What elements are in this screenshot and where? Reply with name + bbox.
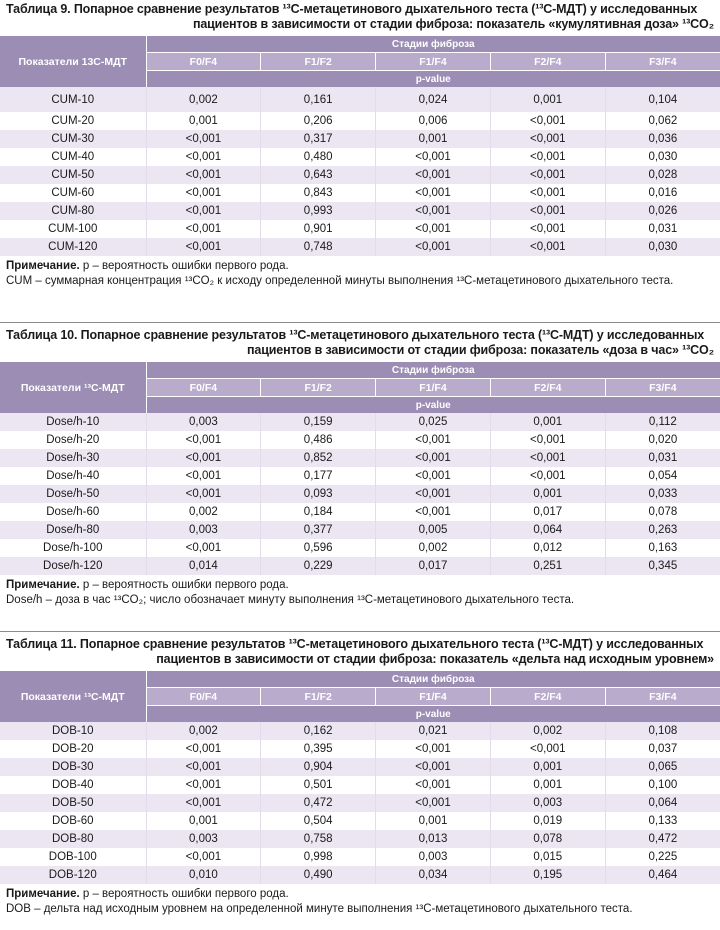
p-value-cell: 0,001 <box>376 130 491 148</box>
p-value-cell: 0,163 <box>605 539 720 557</box>
p-value-cell: 0,065 <box>605 758 720 776</box>
p-value-cell: 0,472 <box>605 830 720 848</box>
column-header: F1/F4 <box>376 688 491 706</box>
p-value-cell: 0,017 <box>490 503 605 521</box>
table-10-note2: Dose/h – доза в час ¹³CO₂; число обозначает минуту выполнения ¹³С-метацетинового дыхательного теста. <box>6 594 575 606</box>
p-value-cell: <0,001 <box>146 220 261 238</box>
p-value-cell: 0,472 <box>261 794 376 812</box>
table-row <box>0 467 720 485</box>
table-10-block <box>0 326 720 608</box>
table-row <box>0 812 720 830</box>
column-header: F0/F4 <box>146 688 261 706</box>
row-label: Dose/h-10 <box>0 413 146 431</box>
row-label: DOB-120 <box>0 866 146 884</box>
p-value-cell: 0,021 <box>376 722 491 740</box>
table-11-note <box>0 887 720 902</box>
table-row <box>0 557 720 575</box>
p-value-cell: <0,001 <box>490 112 605 130</box>
row-label: Dose/h-120 <box>0 557 146 575</box>
p-value-cell: 0,251 <box>490 557 605 575</box>
p-value-cell: <0,001 <box>146 238 261 256</box>
pvalue-header: p-value <box>146 397 720 414</box>
row-header: Показатели 13С-МДТ <box>0 36 146 87</box>
note-text: p – вероятность ошибки первого рода. <box>79 579 289 591</box>
p-value-cell: 0,033 <box>605 485 720 503</box>
row-label: Dose/h-20 <box>0 431 146 449</box>
p-value-cell: 0,161 <box>261 87 376 112</box>
row-label: CUM-10 <box>0 87 146 112</box>
group-header: Стадии фиброза <box>146 671 720 688</box>
p-value-cell: <0,001 <box>490 166 605 184</box>
p-value-cell: 0,100 <box>605 776 720 794</box>
p-value-cell: <0,001 <box>146 485 261 503</box>
p-value-cell: <0,001 <box>376 449 491 467</box>
note-label: Примечание. <box>6 579 80 591</box>
p-value-cell: 0,020 <box>605 431 720 449</box>
row-header: Показатели ¹³С-МДТ <box>0 671 146 722</box>
p-value-cell: 0,015 <box>490 848 605 866</box>
separator-line <box>0 322 720 323</box>
p-value-cell: <0,001 <box>146 848 261 866</box>
row-label: DOB-80 <box>0 830 146 848</box>
table-11-title <box>6 637 714 667</box>
row-label: DOB-50 <box>0 794 146 812</box>
p-value-cell: <0,001 <box>376 166 491 184</box>
row-label: CUM-40 <box>0 148 146 166</box>
table-row <box>0 794 720 812</box>
row-label: CUM-100 <box>0 220 146 238</box>
row-label: Dose/h-80 <box>0 521 146 539</box>
pvalue-header: p-value <box>146 71 720 88</box>
p-value-cell: 0,026 <box>605 202 720 220</box>
column-header: F3/F4 <box>605 688 720 706</box>
row-label: Dose/h-100 <box>0 539 146 557</box>
p-value-cell: 0,002 <box>146 503 261 521</box>
p-value-cell: <0,001 <box>146 539 261 557</box>
table-row <box>0 776 720 794</box>
p-value-cell: 0,002 <box>376 539 491 557</box>
row-label: CUM-30 <box>0 130 146 148</box>
p-value-cell: 0,904 <box>261 758 376 776</box>
p-value-cell: 0,758 <box>261 830 376 848</box>
row-label: CUM-80 <box>0 202 146 220</box>
row-label: Dose/h-60 <box>0 503 146 521</box>
p-value-cell: 0,901 <box>261 220 376 238</box>
row-label: DOB-10 <box>0 722 146 740</box>
p-value-cell: <0,001 <box>146 794 261 812</box>
table-row <box>0 130 720 148</box>
p-value-cell: <0,001 <box>376 794 491 812</box>
p-value-cell: 0,001 <box>490 776 605 794</box>
row-header: Показатели ¹³С-МДТ <box>0 362 146 413</box>
p-value-cell: 0,012 <box>490 539 605 557</box>
p-value-cell: <0,001 <box>490 238 605 256</box>
p-value-cell: <0,001 <box>376 740 491 758</box>
p-value-cell: 0,001 <box>146 812 261 830</box>
row-label: DOB-60 <box>0 812 146 830</box>
p-value-cell: 0,078 <box>490 830 605 848</box>
p-value-cell: <0,001 <box>490 220 605 238</box>
table-row <box>0 485 720 503</box>
p-value-cell: 0,108 <box>605 722 720 740</box>
p-value-cell: 0,345 <box>605 557 720 575</box>
p-value-cell: 0,104 <box>605 87 720 112</box>
table-11-title-line1: Таблица 11. Попарное сравнение результатов ¹³С-метацетинового дыхательного теста (¹³С-МДТ) у исследованных <box>6 637 704 651</box>
p-value-cell: 0,003 <box>146 521 261 539</box>
p-value-cell: 0,003 <box>146 830 261 848</box>
p-value-cell: 0,177 <box>261 467 376 485</box>
table-row <box>0 866 720 884</box>
p-value-cell: 0,025 <box>376 413 491 431</box>
table-row <box>0 758 720 776</box>
p-value-cell: 0,013 <box>376 830 491 848</box>
p-value-cell: 0,486 <box>261 431 376 449</box>
table-10-title-line2: пациентов в зависимости от стадии фиброза: показатель «доза в час» ¹³CO₂ <box>247 343 714 357</box>
p-value-cell: 0,133 <box>605 812 720 830</box>
p-value-cell: 0,195 <box>490 866 605 884</box>
column-header: F1/F2 <box>261 53 376 71</box>
p-value-cell: <0,001 <box>376 485 491 503</box>
p-value-cell: 0,159 <box>261 413 376 431</box>
p-value-cell: 0,016 <box>605 184 720 202</box>
table-9 <box>0 36 720 256</box>
group-header: Стадии фиброза <box>146 362 720 379</box>
p-value-cell: <0,001 <box>376 148 491 166</box>
table-11-block <box>0 635 720 917</box>
p-value-cell: <0,001 <box>490 431 605 449</box>
column-header: F1/F4 <box>376 379 491 397</box>
p-value-cell: 0,030 <box>605 238 720 256</box>
p-value-cell: <0,001 <box>146 758 261 776</box>
p-value-cell: <0,001 <box>490 130 605 148</box>
column-header: F2/F4 <box>490 53 605 71</box>
p-value-cell: <0,001 <box>146 130 261 148</box>
table-11-title-line2: пациентов в зависимости от стадии фиброза: показатель «дельта над исходным уровнем» <box>156 652 714 666</box>
p-value-cell: <0,001 <box>376 202 491 220</box>
table-11 <box>0 671 720 884</box>
p-value-cell: 0,162 <box>261 722 376 740</box>
p-value-cell: 0,001 <box>490 413 605 431</box>
p-value-cell: 0,019 <box>490 812 605 830</box>
p-value-cell: 0,034 <box>376 866 491 884</box>
p-value-cell: 0,062 <box>605 112 720 130</box>
table-row <box>0 431 720 449</box>
p-value-cell: <0,001 <box>490 449 605 467</box>
p-value-cell: 0,490 <box>261 866 376 884</box>
p-value-cell: <0,001 <box>490 148 605 166</box>
table-11-note2: DOB – дельта над исходным уровнем на определенной минуте выполнения ¹³С-метацетинового дыхательного теста. <box>6 903 633 915</box>
p-value-cell: <0,001 <box>490 467 605 485</box>
table-9-note2: CUM – суммарная концентрация ¹³CO₂ к исходу определенной минуты выполнения ¹³С-метацетинового дыхательного теста. <box>6 275 674 287</box>
note-text: p – вероятность ошибки первого рода. <box>79 260 289 272</box>
p-value-cell: 0,464 <box>605 866 720 884</box>
p-value-cell: <0,001 <box>376 503 491 521</box>
p-value-cell: 0,002 <box>146 87 261 112</box>
p-value-cell: 0,001 <box>376 812 491 830</box>
row-label: Dose/h-40 <box>0 467 146 485</box>
table-row <box>0 539 720 557</box>
p-value-cell: 0,001 <box>490 87 605 112</box>
p-value-cell: <0,001 <box>376 431 491 449</box>
p-value-cell: 0,002 <box>490 722 605 740</box>
table-row <box>0 202 720 220</box>
p-value-cell: 0,024 <box>376 87 491 112</box>
p-value-cell: 0,003 <box>146 413 261 431</box>
p-value-cell: 0,504 <box>261 812 376 830</box>
p-value-cell: 0,064 <box>490 521 605 539</box>
p-value-cell: 0,002 <box>146 722 261 740</box>
p-value-cell: 0,843 <box>261 184 376 202</box>
table-row <box>0 848 720 866</box>
column-header: F0/F4 <box>146 379 261 397</box>
p-value-cell: 0,005 <box>376 521 491 539</box>
row-label: CUM-120 <box>0 238 146 256</box>
table-10 <box>0 362 720 575</box>
p-value-cell: <0,001 <box>376 758 491 776</box>
column-header: F2/F4 <box>490 688 605 706</box>
p-value-cell: 0,037 <box>605 740 720 758</box>
p-value-cell: 0,003 <box>490 794 605 812</box>
p-value-cell: 0,006 <box>376 112 491 130</box>
p-value-cell: <0,001 <box>490 740 605 758</box>
p-value-cell: 0,003 <box>376 848 491 866</box>
p-value-cell: <0,001 <box>376 776 491 794</box>
table-row <box>0 830 720 848</box>
row-label: DOB-30 <box>0 758 146 776</box>
p-value-cell: 0,028 <box>605 166 720 184</box>
p-value-cell: 0,010 <box>146 866 261 884</box>
table-row <box>0 184 720 202</box>
p-value-cell: 0,112 <box>605 413 720 431</box>
table-9-note <box>0 259 720 274</box>
table-10-note <box>0 578 720 593</box>
row-label: DOB-100 <box>0 848 146 866</box>
p-value-cell: 0,064 <box>605 794 720 812</box>
table-row <box>0 238 720 256</box>
column-header: F1/F2 <box>261 379 376 397</box>
table-row <box>0 220 720 238</box>
row-label: Dose/h-30 <box>0 449 146 467</box>
table-row <box>0 148 720 166</box>
p-value-cell: 0,852 <box>261 449 376 467</box>
p-value-cell: <0,001 <box>146 449 261 467</box>
table-9-block <box>0 0 720 289</box>
table-9-title-line2: пациентов в зависимости от стадии фиброза: показатель «кумулятивная доза» ¹³CO₂ <box>192 17 714 31</box>
p-value-cell: 0,480 <box>261 148 376 166</box>
row-label: DOB-20 <box>0 740 146 758</box>
p-value-cell: 0,093 <box>261 485 376 503</box>
p-value-cell: 0,031 <box>605 220 720 238</box>
p-value-cell: 0,078 <box>605 503 720 521</box>
p-value-cell: 0,501 <box>261 776 376 794</box>
p-value-cell: 0,225 <box>605 848 720 866</box>
pvalue-header: p-value <box>146 706 720 723</box>
p-value-cell: <0,001 <box>146 776 261 794</box>
group-header: Стадии фиброза <box>146 36 720 53</box>
p-value-cell: <0,001 <box>146 202 261 220</box>
p-value-cell: <0,001 <box>146 148 261 166</box>
separator-line <box>0 631 720 632</box>
table-10-title-line1: Таблица 10. Попарное сравнение результатов ¹³С-метацетинового дыхательного теста (¹³С-МДТ) у исследованных <box>6 328 705 342</box>
column-header: F0/F4 <box>146 53 261 71</box>
p-value-cell: <0,001 <box>146 166 261 184</box>
p-value-cell: 0,030 <box>605 148 720 166</box>
p-value-cell: 0,596 <box>261 539 376 557</box>
p-value-cell: 0,317 <box>261 130 376 148</box>
table-row <box>0 413 720 431</box>
note-label: Примечание. <box>6 260 80 272</box>
p-value-cell: <0,001 <box>376 184 491 202</box>
table-row <box>0 740 720 758</box>
p-value-cell: 0,263 <box>605 521 720 539</box>
note-label: Примечание. <box>6 888 80 900</box>
table-row <box>0 722 720 740</box>
p-value-cell: 0,643 <box>261 166 376 184</box>
p-value-cell: <0,001 <box>376 467 491 485</box>
p-value-cell: 0,377 <box>261 521 376 539</box>
p-value-cell: 0,748 <box>261 238 376 256</box>
column-header: F2/F4 <box>490 379 605 397</box>
column-header: F1/F2 <box>261 688 376 706</box>
row-label: CUM-20 <box>0 112 146 130</box>
note-text: p – вероятность ошибки первого рода. <box>79 888 289 900</box>
p-value-cell: 0,014 <box>146 557 261 575</box>
p-value-cell: 0,017 <box>376 557 491 575</box>
p-value-cell: <0,001 <box>146 467 261 485</box>
row-label: CUM-50 <box>0 166 146 184</box>
table-row <box>0 521 720 539</box>
p-value-cell: 0,206 <box>261 112 376 130</box>
p-value-cell: 0,036 <box>605 130 720 148</box>
row-label: CUM-60 <box>0 184 146 202</box>
p-value-cell: <0,001 <box>376 220 491 238</box>
p-value-cell: 0,031 <box>605 449 720 467</box>
table-row <box>0 503 720 521</box>
p-value-cell: 0,001 <box>490 758 605 776</box>
row-label: Dose/h-50 <box>0 485 146 503</box>
p-value-cell: 0,184 <box>261 503 376 521</box>
row-label: DOB-40 <box>0 776 146 794</box>
p-value-cell: 0,229 <box>261 557 376 575</box>
p-value-cell: 0,395 <box>261 740 376 758</box>
p-value-cell: <0,001 <box>376 238 491 256</box>
table-row <box>0 87 720 112</box>
p-value-cell: 0,998 <box>261 848 376 866</box>
table-10-title <box>6 328 714 358</box>
p-value-cell: 0,001 <box>490 485 605 503</box>
p-value-cell: <0,001 <box>146 740 261 758</box>
p-value-cell: <0,001 <box>146 431 261 449</box>
table-9-title <box>6 2 714 32</box>
column-header: F1/F4 <box>376 53 491 71</box>
table-row <box>0 449 720 467</box>
p-value-cell: 0,054 <box>605 467 720 485</box>
p-value-cell: 0,993 <box>261 202 376 220</box>
p-value-cell: <0,001 <box>490 202 605 220</box>
table-9-title-line1: Таблица 9. Попарное сравнение результатов ¹³С-метацетинового дыхательного теста (¹³С-МДТ) у исследованных <box>6 2 698 16</box>
column-header: F3/F4 <box>605 379 720 397</box>
p-value-cell: <0,001 <box>490 184 605 202</box>
table-row <box>0 112 720 130</box>
p-value-cell: <0,001 <box>146 184 261 202</box>
column-header: F3/F4 <box>605 53 720 71</box>
table-row <box>0 166 720 184</box>
p-value-cell: 0,001 <box>146 112 261 130</box>
